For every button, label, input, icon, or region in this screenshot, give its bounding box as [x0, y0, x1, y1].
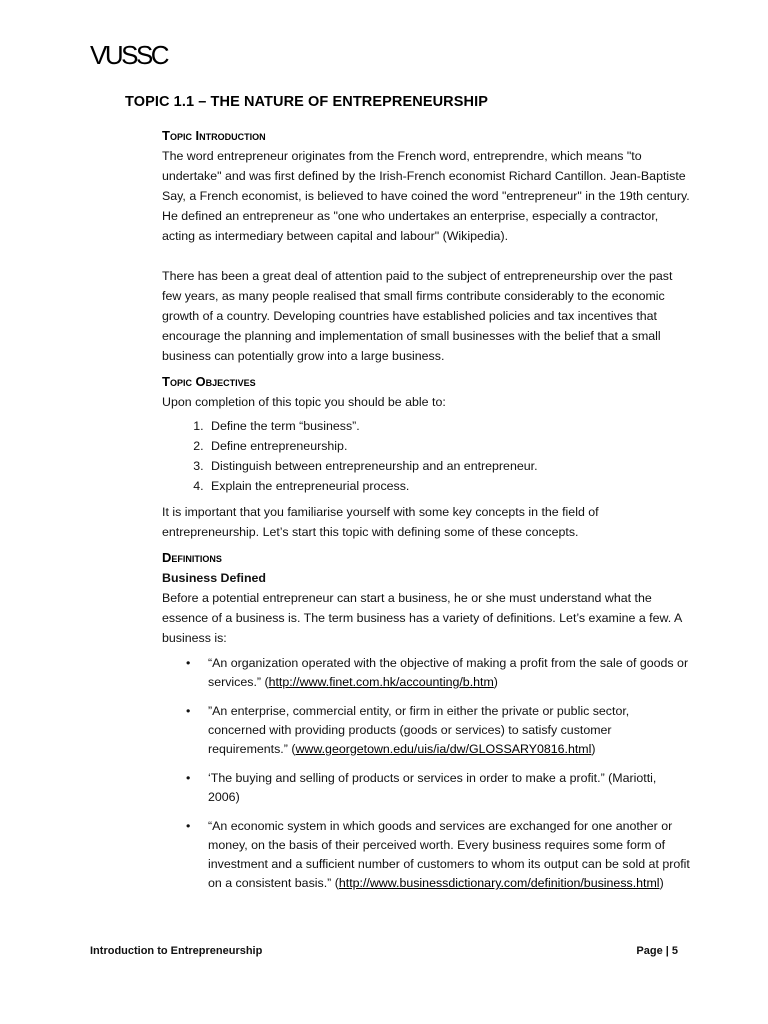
- objectives-heading: Topic Objectives: [162, 374, 256, 389]
- objective-item: 2. Define entrepreneurship.: [207, 436, 690, 456]
- definition-item: [186, 654, 690, 692]
- bullet-icon: •: [186, 704, 191, 718]
- footer-course-title: Introduction to Entrepreneurship: [90, 945, 263, 957]
- page-content: [162, 126, 690, 903]
- definition-text: ”An enterprise, commercial entity, or firm in either the private or public sector, concerned with providing products (goods or services) to satisfy customer requirements.” (: [208, 704, 630, 756]
- intro-paragraph-1: The word entrepreneur originates from the French word, entreprendre, which means "to undertake" and was first defined by the Irish-French economist Richard Cantillon. Jean-Baptiste Say, a French economist, is believed to have coined the word "entrepreneur" in the 19th century. He defined an entrepreneur as "one who undertakes an enterprise, especially a contractor, acting as intermediary between capital and labour" (Wikipedia).: [162, 149, 690, 243]
- intro-paragraph-2: There has been a great deal of attention paid to the subject of entrepreneurship over the past few years, as many people realised that small firms contribute considerably to the economic growth of a country. Developing countries have established policies and tax incentives that encourage the planning and implementation of small businesses with the belief that a small business can potentially grow into a large business.: [162, 269, 673, 363]
- objective-item: 3. Distinguish between entrepreneurship and an entrepreneur.: [207, 456, 690, 476]
- intro-heading: Topic Introduction: [162, 128, 266, 143]
- source-link[interactable]: http://www.businessdictionary.com/definition/business.html: [338, 876, 660, 890]
- source-link[interactable]: http://www.finet.com.hk/accounting/b.htm: [268, 675, 494, 689]
- objectives-lead: Upon completion of this topic you should be able to:: [162, 395, 446, 409]
- source-link[interactable]: www.georgetown.edu/uis/ia/dw/GLOSSARY0816.html: [295, 742, 592, 756]
- page-footer: [90, 945, 678, 957]
- definition-text: “An organization operated with the objective of making a profit from the sale of goods or services.” (: [208, 656, 689, 689]
- business-defined-subheading: Business Defined: [162, 571, 266, 585]
- definitions-lead: Before a potential entrepreneur can start a business, he or she must understand what the essence of a business is. The term business has a variety of definitions. Let’s examine a few. A business is:: [162, 591, 682, 645]
- definition-item: [186, 817, 690, 893]
- footer-page-number: Page | 5: [636, 945, 678, 957]
- definitions-heading: Definitions: [162, 550, 222, 565]
- definition-text-end: ): [493, 675, 498, 689]
- definition-text-end: ): [591, 742, 596, 756]
- definition-item: [186, 769, 690, 807]
- bullet-icon: •: [186, 771, 191, 785]
- objective-item: 4. Explain the entrepreneurial process.: [207, 476, 690, 496]
- bullet-icon: •: [186, 656, 191, 670]
- bullet-icon: •: [186, 819, 191, 833]
- definition-item: [186, 702, 690, 759]
- objectives-closing: It is important that you familiarise yourself with some key concepts in the field of entrepreneurship. Let’s start this topic with defining some of these concepts.: [162, 505, 599, 539]
- vussc-logo: VUSSC: [90, 40, 168, 70]
- definition-text-end: ): [659, 876, 664, 890]
- definition-text: “An economic system in which goods and services are exchanged for one another or money, on the basis of their perceived worth. Every business requires some form of investment and a sufficient number of customers to whom its output can be sold at profit on a consistent basis.” (: [208, 819, 690, 890]
- definition-text: ‘The buying and selling of products or services in order to make a profit.” (Mariotti, 2006): [208, 771, 657, 804]
- topic-title: TOPIC 1.1 – THE NATURE OF ENTREPRENEURSHIP: [125, 94, 488, 110]
- objective-item: 1. Define the term “business”.: [207, 416, 690, 436]
- definitions-list: [162, 654, 690, 893]
- objectives-list: [162, 416, 690, 496]
